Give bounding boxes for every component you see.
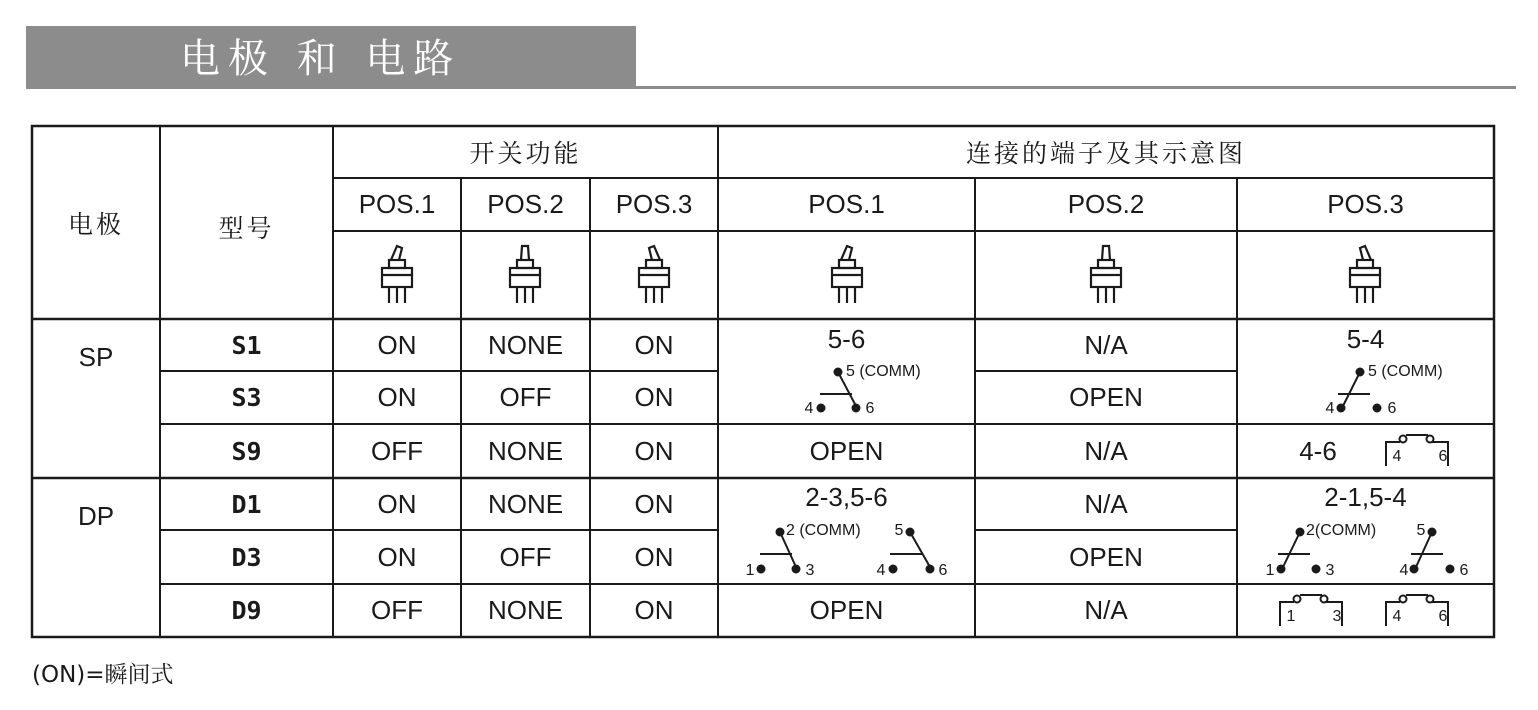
- toggle-switch-icon: [632, 244, 676, 308]
- dp-pos1-term3: 3: [805, 562, 815, 579]
- dp-pos1-term4: 4: [876, 562, 886, 579]
- d9-conn-pos1: OPEN: [809, 595, 884, 625]
- dp-pos1-comm-a: 2 (COMM): [786, 522, 861, 539]
- sp-conn-pos3-label: 5-4: [1346, 323, 1385, 354]
- header-term-pos3: POS.3: [1327, 189, 1404, 219]
- s1-pos3: ON: [634, 329, 674, 360]
- toggle-switch-icon: [503, 244, 547, 308]
- s9-pos1: OFF: [371, 435, 423, 466]
- d9-box-term3: 3: [1332, 608, 1342, 625]
- d1-pos1: ON: [377, 488, 417, 519]
- model-s9: S9: [231, 436, 262, 466]
- s3-pos1: ON: [377, 382, 417, 412]
- d3-conn-pos2: OPEN: [1069, 541, 1143, 572]
- sp-pos1-term4: 4: [804, 400, 814, 417]
- model-d1: D1: [231, 489, 262, 519]
- d9-pos2: NONE: [487, 595, 564, 625]
- footnote: (ON)=瞬间式: [32, 662, 174, 688]
- s9-conn-pos2: N/A: [1084, 435, 1128, 466]
- s1-pos2: NONE: [487, 329, 564, 360]
- toggle-switch-icon: [1084, 244, 1128, 308]
- d9-box-term4: 4: [1392, 608, 1402, 625]
- dp-pos3-term6: 6: [1459, 562, 1469, 579]
- dp-pos1-term5: 5: [894, 522, 904, 539]
- d9-pos3: ON: [634, 595, 674, 625]
- sp-pos3-comm-label: 5 (COMM): [1368, 363, 1443, 380]
- pole-sp: SP: [78, 341, 114, 372]
- sp-pos1-comm-label: 5 (COMM): [846, 363, 921, 380]
- sp-pos1-term6: 6: [865, 400, 875, 417]
- sp-conn-pos1-label: 5-6: [827, 323, 866, 354]
- model-d9: D9: [231, 596, 262, 625]
- dp-conn-pos3-label: 2-1,5-4: [1324, 481, 1407, 512]
- dp-pos3-term5: 5: [1416, 522, 1426, 539]
- s9-conn-pos3-label: 4-6: [1299, 435, 1337, 466]
- header-term-pos2: POS.2: [1067, 189, 1145, 219]
- header-model: 型号: [218, 213, 275, 243]
- header-terminals: 连接的端子及其示意图: [965, 139, 1246, 168]
- s1-pos1: ON: [377, 329, 417, 360]
- s1-conn-pos2: N/A: [1084, 329, 1128, 360]
- s3-conn-pos2: OPEN: [1069, 382, 1143, 412]
- header-switch-function: 开关功能: [469, 139, 582, 168]
- model-s1: S1: [231, 330, 262, 360]
- header-pole: 电极: [67, 209, 124, 239]
- dp-pos1-term6: 6: [938, 562, 948, 579]
- model-s3: S3: [231, 383, 262, 412]
- dp-pos3-term3: 3: [1325, 562, 1335, 579]
- s9-pos2: NONE: [487, 435, 564, 466]
- s9-conn-pos1: OPEN: [809, 435, 884, 466]
- s3-pos2: OFF: [499, 382, 552, 412]
- d1-pos3: ON: [634, 488, 674, 519]
- page-title: 电极 和 电路: [180, 36, 462, 82]
- s9-box-term4: 4: [1392, 448, 1402, 465]
- toggle-switch-icon: [375, 244, 419, 308]
- dp-pos1-term1: 1: [745, 562, 755, 579]
- sp-pos3-term4: 4: [1325, 400, 1335, 417]
- s9-pos3: ON: [634, 435, 674, 466]
- d3-pos3: ON: [634, 541, 674, 572]
- dp-pos3-term1: 1: [1265, 562, 1275, 579]
- toggle-switch-icon: [1343, 244, 1387, 308]
- sp-pos3-term6: 6: [1387, 400, 1397, 417]
- header-func-pos1: POS.1: [358, 189, 436, 219]
- d1-conn-pos2: N/A: [1084, 488, 1128, 519]
- header-func-pos2: POS.2: [487, 189, 564, 219]
- d3-pos1: ON: [377, 541, 417, 572]
- toggle-switch-icon: [825, 244, 869, 308]
- pole-dp: DP: [77, 500, 115, 531]
- dp-pos3-term4: 4: [1399, 562, 1409, 579]
- d1-pos2: NONE: [487, 488, 564, 519]
- header-term-pos1: POS.1: [808, 189, 885, 219]
- d3-pos2: OFF: [499, 541, 552, 572]
- d9-pos1: OFF: [371, 595, 423, 625]
- dp-pos3-comm-a: 2(COMM): [1306, 522, 1377, 539]
- model-d3: D3: [231, 542, 262, 572]
- d9-conn-pos2: N/A: [1084, 595, 1128, 625]
- d9-box-term1: 1: [1286, 608, 1296, 625]
- d9-box-term6: 6: [1438, 608, 1448, 625]
- s9-box-term6: 6: [1438, 448, 1448, 465]
- dp-conn-pos1-label: 2-3,5-6: [805, 481, 888, 512]
- s3-pos3: ON: [634, 382, 674, 412]
- header-func-pos3: POS.3: [615, 189, 693, 219]
